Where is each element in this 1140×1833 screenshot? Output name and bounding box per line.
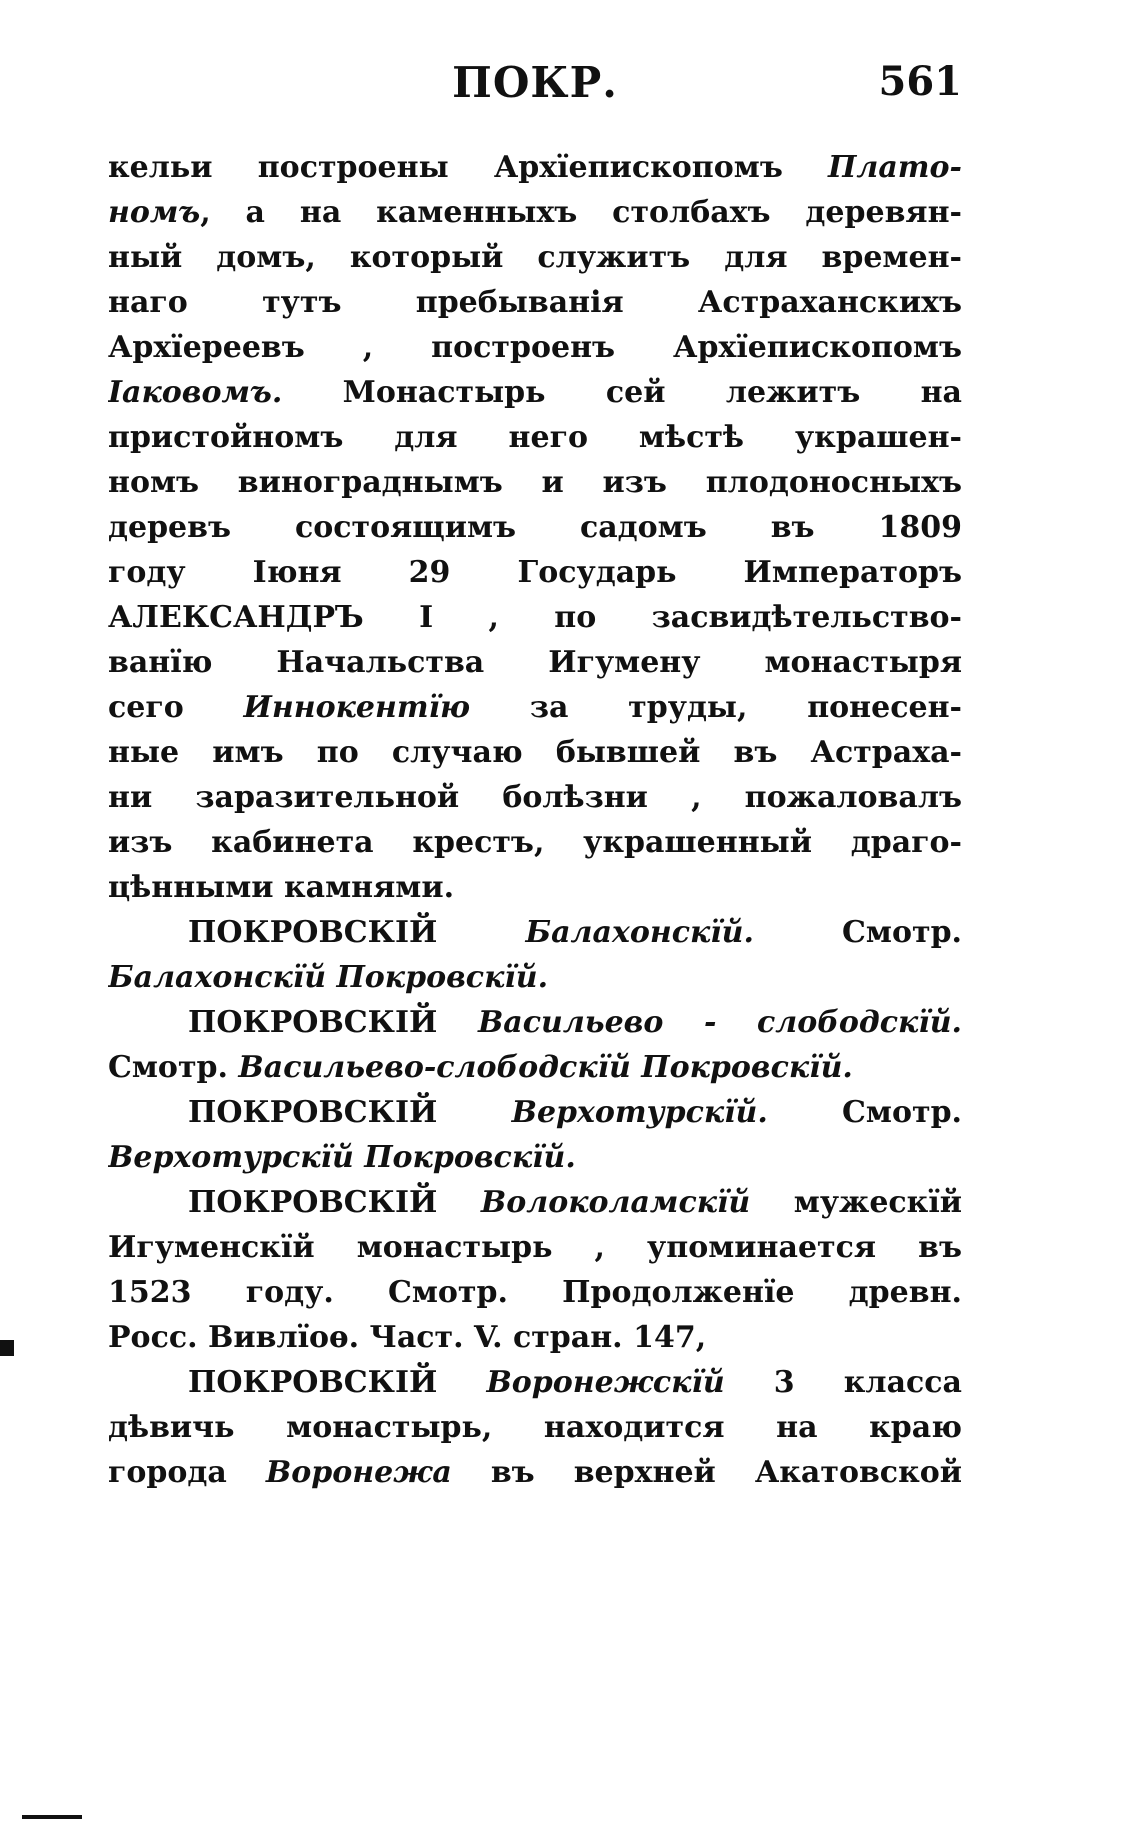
text-segment: Архїереевъ , построенъ Архїепископомъ bbox=[108, 330, 962, 365]
text-line bbox=[108, 505, 962, 550]
text-line bbox=[108, 1000, 962, 1045]
text-line bbox=[108, 1090, 962, 1135]
text-line bbox=[108, 1135, 962, 1180]
text-segment: мужескїй bbox=[750, 1185, 962, 1220]
text-segment: наго тутъ пребыванія Астраханскихъ bbox=[108, 285, 962, 320]
body-text bbox=[108, 145, 962, 1495]
text-line bbox=[108, 685, 962, 730]
text-segment: въ верхней Акатовской bbox=[451, 1455, 962, 1490]
text-segment: ный домъ, который служитъ для времен- bbox=[108, 240, 962, 275]
text-line bbox=[108, 865, 962, 910]
text-line bbox=[108, 415, 962, 460]
text-segment: Монастырь сей лежитъ на bbox=[282, 375, 962, 410]
text-line bbox=[108, 955, 962, 1000]
text-segment: году Іюня 29 Государь Императоръ bbox=[108, 555, 962, 590]
scan-speck bbox=[0, 1340, 14, 1356]
text-segment: деревъ состоящимъ садомъ въ 1809 bbox=[108, 510, 962, 545]
text-segment: Игуменскїй монастырь , упоминается въ bbox=[108, 1230, 962, 1265]
text-line bbox=[108, 1045, 962, 1090]
text-segment: города bbox=[108, 1455, 266, 1490]
text-segment: за труды, понесен- bbox=[470, 690, 962, 725]
text-segment: ни заразительной болѣзни , пожаловалъ bbox=[108, 780, 962, 815]
text-line bbox=[108, 1360, 962, 1405]
text-segment: ванїю Начальства Игумену монастыря bbox=[108, 645, 962, 680]
text-line bbox=[108, 460, 962, 505]
text-segment: 1523 году. Смотр. Продолженїе древн. bbox=[108, 1275, 962, 1310]
text-segment: Смотр. bbox=[108, 1050, 239, 1085]
text-segment: цѣнными камнями. bbox=[108, 870, 455, 905]
italic-text-segment: номъ bbox=[108, 195, 201, 230]
text-line bbox=[108, 1225, 962, 1270]
text-line bbox=[108, 820, 962, 865]
italic-text-segment: Иннокентїю bbox=[243, 690, 471, 725]
text-segment: ПОКРОВСКІЙ bbox=[188, 1185, 481, 1220]
page-header bbox=[108, 58, 962, 118]
text-line bbox=[108, 280, 962, 325]
italic-text-segment: Верхотурскїй. bbox=[511, 1095, 768, 1130]
italic-text-segment: Верхотурскїй Покровскїй. bbox=[108, 1140, 576, 1175]
text-line bbox=[108, 775, 962, 820]
italic-text-segment: Балахонскїй. bbox=[525, 915, 754, 950]
text-line bbox=[108, 1270, 962, 1315]
text-line bbox=[108, 1405, 962, 1450]
running-head: ПОКР. bbox=[452, 58, 618, 107]
text-segment: кельи построены Архїепископомъ bbox=[108, 150, 829, 185]
text-line bbox=[108, 370, 962, 415]
text-segment: сего bbox=[108, 690, 244, 725]
text-segment: ные имъ по случаю бывшей въ Астраха- bbox=[108, 735, 962, 770]
text-segment: изъ кабинета крестъ, украшенный драго- bbox=[108, 825, 962, 860]
italic-text-segment: Васильево - слободскїй. bbox=[477, 1005, 962, 1040]
text-segment: АЛЕКСАНДРЪ I , по засвидѣтельство- bbox=[108, 600, 962, 635]
text-line bbox=[108, 595, 962, 640]
text-line bbox=[108, 1315, 962, 1360]
scan-speck bbox=[22, 1815, 82, 1819]
text-segment: Смотр. bbox=[753, 915, 962, 950]
text-segment: ПОКРОВСКІЙ bbox=[188, 1095, 512, 1130]
text-segment: ПОКРОВСКІЙ bbox=[188, 915, 526, 950]
text-line bbox=[108, 910, 962, 955]
text-segment: ПОКРОВСКІЙ bbox=[188, 1005, 478, 1040]
italic-text-segment: Балахонскїй Покровскїй. bbox=[108, 960, 549, 995]
italic-text-segment: Плато- bbox=[828, 150, 962, 185]
text-line bbox=[108, 325, 962, 370]
text-segment: , а на каменныхъ столбахъ деревян- bbox=[200, 195, 962, 230]
text-line bbox=[108, 145, 962, 190]
text-segment: пристойномъ для него мѣстѣ украшен- bbox=[108, 420, 962, 455]
text-segment: номъ винограднымъ и изъ плодоносныхъ bbox=[108, 465, 962, 500]
text-line bbox=[108, 190, 962, 235]
text-line bbox=[108, 235, 962, 280]
text-segment: 3 класса bbox=[724, 1365, 962, 1400]
italic-text-segment: Воронежа bbox=[265, 1455, 452, 1490]
italic-text-segment: Воронежскїй bbox=[486, 1365, 725, 1400]
text-line bbox=[108, 1450, 962, 1495]
text-line bbox=[108, 1180, 962, 1225]
text-line bbox=[108, 730, 962, 775]
text-line bbox=[108, 640, 962, 685]
italic-text-segment: Волоколамскїй bbox=[480, 1185, 751, 1220]
italic-text-segment: Васильево-слободскїй Покровскїй. bbox=[238, 1050, 853, 1085]
italic-text-segment: Іаковомъ. bbox=[108, 375, 283, 410]
text-segment: Росс. Вивлїоѳ. Част. V. стран. 147, bbox=[108, 1320, 707, 1355]
text-line bbox=[108, 550, 962, 595]
page-number: 561 bbox=[878, 58, 962, 105]
text-segment: Смотр. bbox=[767, 1095, 962, 1130]
text-segment: ПОКРОВСКІЙ bbox=[188, 1365, 487, 1400]
text-segment: дѣвичь монастырь, находится на краю bbox=[108, 1410, 962, 1445]
